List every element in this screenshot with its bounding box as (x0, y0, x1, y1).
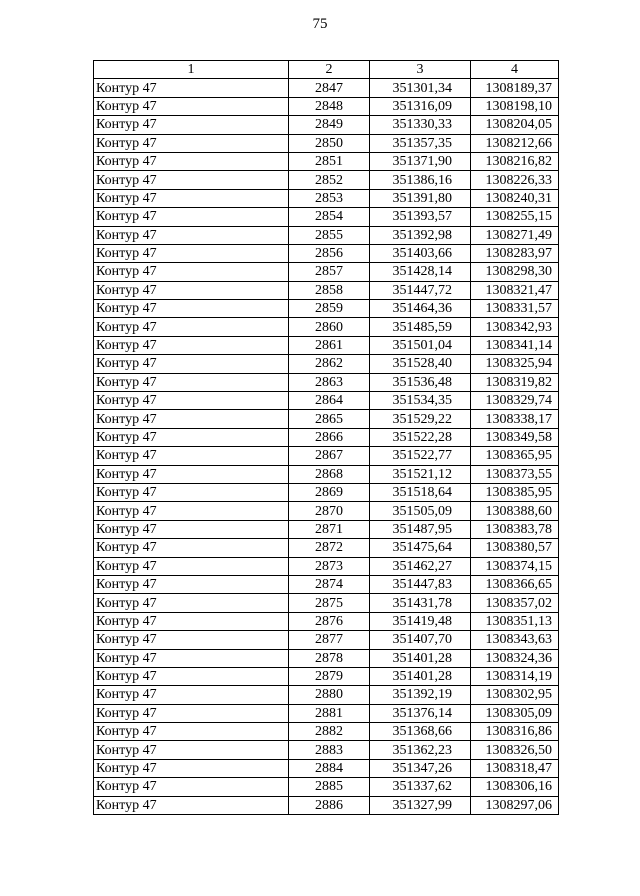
table-row (94, 134, 559, 152)
contour-name-cell: Контур 47 (94, 520, 289, 538)
table-row (94, 723, 559, 741)
table-row (94, 686, 559, 704)
table-row (94, 594, 559, 612)
table-row (94, 392, 559, 410)
point-number-cell: 2882 (289, 723, 370, 741)
y-coordinate-cell: 1308319,82 (471, 373, 559, 391)
header-col-3: 3 (370, 61, 471, 79)
coordinates-table (93, 60, 559, 815)
x-coordinate-cell: 351462,27 (370, 557, 471, 575)
contour-name-cell: Контур 47 (94, 704, 289, 722)
table-row (94, 483, 559, 501)
table-row (94, 741, 559, 759)
table-row (94, 208, 559, 226)
y-coordinate-cell: 1308298,30 (471, 263, 559, 281)
point-number-cell: 2850 (289, 134, 370, 152)
table-row (94, 263, 559, 281)
table-row (94, 575, 559, 593)
x-coordinate-cell: 351347,26 (370, 759, 471, 777)
table-row (94, 171, 559, 189)
point-number-cell: 2876 (289, 612, 370, 630)
point-number-cell: 2868 (289, 465, 370, 483)
point-number-cell: 2874 (289, 575, 370, 593)
y-coordinate-cell: 1308373,55 (471, 465, 559, 483)
table-row (94, 612, 559, 630)
point-number-cell: 2875 (289, 594, 370, 612)
contour-name-cell: Контур 47 (94, 336, 289, 354)
x-coordinate-cell: 351392,19 (370, 686, 471, 704)
contour-name-cell: Контур 47 (94, 686, 289, 704)
contour-name-cell: Контур 47 (94, 134, 289, 152)
contour-name-cell: Контур 47 (94, 116, 289, 134)
y-coordinate-cell: 1308216,82 (471, 152, 559, 170)
contour-name-cell: Контур 47 (94, 649, 289, 667)
point-number-cell: 2857 (289, 263, 370, 281)
x-coordinate-cell: 351447,72 (370, 281, 471, 299)
x-coordinate-cell: 351522,77 (370, 447, 471, 465)
y-coordinate-cell: 1308374,15 (471, 557, 559, 575)
table-row (94, 667, 559, 685)
point-number-cell: 2867 (289, 447, 370, 465)
y-coordinate-cell: 1308314,19 (471, 667, 559, 685)
point-number-cell: 2870 (289, 502, 370, 520)
point-number-cell: 2883 (289, 741, 370, 759)
table-row (94, 557, 559, 575)
contour-name-cell: Контур 47 (94, 208, 289, 226)
y-coordinate-cell: 1308316,86 (471, 723, 559, 741)
y-coordinate-cell: 1308342,93 (471, 318, 559, 336)
table-row (94, 796, 559, 814)
contour-name-cell: Контур 47 (94, 300, 289, 318)
point-number-cell: 2886 (289, 796, 370, 814)
x-coordinate-cell: 351327,99 (370, 796, 471, 814)
y-coordinate-cell: 1308383,78 (471, 520, 559, 538)
table-row (94, 759, 559, 777)
y-coordinate-cell: 1308302,95 (471, 686, 559, 704)
point-number-cell: 2879 (289, 667, 370, 685)
x-coordinate-cell: 351475,64 (370, 539, 471, 557)
point-number-cell: 2851 (289, 152, 370, 170)
x-coordinate-cell: 351337,62 (370, 778, 471, 796)
x-coordinate-cell: 351401,28 (370, 649, 471, 667)
x-coordinate-cell: 351371,90 (370, 152, 471, 170)
contour-name-cell: Контур 47 (94, 796, 289, 814)
point-number-cell: 2877 (289, 631, 370, 649)
contour-name-cell: Контур 47 (94, 759, 289, 777)
table-row (94, 116, 559, 134)
contour-name-cell: Контур 47 (94, 152, 289, 170)
page-number: 75 (312, 16, 328, 32)
y-coordinate-cell: 1308329,74 (471, 392, 559, 410)
y-coordinate-cell: 1308226,33 (471, 171, 559, 189)
y-coordinate-cell: 1308366,65 (471, 575, 559, 593)
point-number-cell: 2852 (289, 171, 370, 189)
table-header (94, 61, 559, 79)
y-coordinate-cell: 1308338,17 (471, 410, 559, 428)
y-coordinate-cell: 1308349,58 (471, 428, 559, 446)
table-row (94, 465, 559, 483)
y-coordinate-cell: 1308306,16 (471, 778, 559, 796)
y-coordinate-cell: 1308297,06 (471, 796, 559, 814)
contour-name-cell: Контур 47 (94, 631, 289, 649)
y-coordinate-cell: 1308198,10 (471, 97, 559, 115)
x-coordinate-cell: 351301,34 (370, 79, 471, 97)
y-coordinate-cell: 1308365,95 (471, 447, 559, 465)
y-coordinate-cell: 1308385,95 (471, 483, 559, 501)
table-row (94, 97, 559, 115)
contour-name-cell: Контур 47 (94, 778, 289, 796)
point-number-cell: 2855 (289, 226, 370, 244)
y-coordinate-cell: 1308240,31 (471, 189, 559, 207)
y-coordinate-cell: 1308380,57 (471, 539, 559, 557)
contour-name-cell: Контур 47 (94, 447, 289, 465)
x-coordinate-cell: 351330,33 (370, 116, 471, 134)
point-number-cell: 2884 (289, 759, 370, 777)
contour-name-cell: Контур 47 (94, 557, 289, 575)
point-number-cell: 2881 (289, 704, 370, 722)
table-body (94, 79, 559, 815)
point-number-cell: 2864 (289, 392, 370, 410)
y-coordinate-cell: 1308331,57 (471, 300, 559, 318)
point-number-cell: 2860 (289, 318, 370, 336)
x-coordinate-cell: 351536,48 (370, 373, 471, 391)
table-row (94, 631, 559, 649)
x-coordinate-cell: 351487,95 (370, 520, 471, 538)
contour-name-cell: Контур 47 (94, 465, 289, 483)
contour-name-cell: Контур 47 (94, 428, 289, 446)
contour-name-cell: Контур 47 (94, 189, 289, 207)
point-number-cell: 2862 (289, 355, 370, 373)
header-col-4: 4 (471, 61, 559, 79)
table-row (94, 79, 559, 97)
contour-name-cell: Контур 47 (94, 410, 289, 428)
table-row (94, 244, 559, 262)
x-coordinate-cell: 351362,23 (370, 741, 471, 759)
contour-name-cell: Контур 47 (94, 226, 289, 244)
table-row (94, 502, 559, 520)
x-coordinate-cell: 351392,98 (370, 226, 471, 244)
point-number-cell: 2856 (289, 244, 370, 262)
x-coordinate-cell: 351464,36 (370, 300, 471, 318)
contour-name-cell: Контур 47 (94, 373, 289, 391)
point-number-cell: 2848 (289, 97, 370, 115)
point-number-cell: 2865 (289, 410, 370, 428)
table-row (94, 355, 559, 373)
contour-name-cell: Контур 47 (94, 244, 289, 262)
point-number-cell: 2869 (289, 483, 370, 501)
header-row (94, 61, 559, 79)
contour-name-cell: Контур 47 (94, 723, 289, 741)
x-coordinate-cell: 351316,09 (370, 97, 471, 115)
contour-name-cell: Контур 47 (94, 281, 289, 299)
point-number-cell: 2873 (289, 557, 370, 575)
point-number-cell: 2872 (289, 539, 370, 557)
table-row (94, 281, 559, 299)
y-coordinate-cell: 1308283,97 (471, 244, 559, 262)
x-coordinate-cell: 351505,09 (370, 502, 471, 520)
table-row (94, 410, 559, 428)
y-coordinate-cell: 1308321,47 (471, 281, 559, 299)
table-row (94, 226, 559, 244)
table-row (94, 520, 559, 538)
y-coordinate-cell: 1308305,09 (471, 704, 559, 722)
contour-name-cell: Контур 47 (94, 171, 289, 189)
x-coordinate-cell: 351522,28 (370, 428, 471, 446)
table-row (94, 539, 559, 557)
point-number-cell: 2854 (289, 208, 370, 226)
point-number-cell: 2885 (289, 778, 370, 796)
y-coordinate-cell: 1308324,36 (471, 649, 559, 667)
point-number-cell: 2859 (289, 300, 370, 318)
y-coordinate-cell: 1308204,05 (471, 116, 559, 134)
x-coordinate-cell: 351428,14 (370, 263, 471, 281)
x-coordinate-cell: 351431,78 (370, 594, 471, 612)
x-coordinate-cell: 351393,57 (370, 208, 471, 226)
point-number-cell: 2847 (289, 79, 370, 97)
contour-name-cell: Контур 47 (94, 318, 289, 336)
point-number-cell: 2858 (289, 281, 370, 299)
y-coordinate-cell: 1308388,60 (471, 502, 559, 520)
contour-name-cell: Контур 47 (94, 741, 289, 759)
y-coordinate-cell: 1308325,94 (471, 355, 559, 373)
point-number-cell: 2878 (289, 649, 370, 667)
contour-name-cell: Контур 47 (94, 539, 289, 557)
point-number-cell: 2880 (289, 686, 370, 704)
y-coordinate-cell: 1308326,50 (471, 741, 559, 759)
point-number-cell: 2853 (289, 189, 370, 207)
contour-name-cell: Контур 47 (94, 594, 289, 612)
point-number-cell: 2861 (289, 336, 370, 354)
x-coordinate-cell: 351357,35 (370, 134, 471, 152)
y-coordinate-cell: 1308255,15 (471, 208, 559, 226)
y-coordinate-cell: 1308357,02 (471, 594, 559, 612)
table-row (94, 373, 559, 391)
x-coordinate-cell: 351447,83 (370, 575, 471, 593)
table-row (94, 428, 559, 446)
table-row (94, 778, 559, 796)
table-row (94, 649, 559, 667)
y-coordinate-cell: 1308351,13 (471, 612, 559, 630)
contour-name-cell: Контур 47 (94, 575, 289, 593)
table-row (94, 152, 559, 170)
x-coordinate-cell: 351386,16 (370, 171, 471, 189)
contour-name-cell: Контур 47 (94, 263, 289, 281)
contour-name-cell: Контур 47 (94, 502, 289, 520)
contour-name-cell: Контур 47 (94, 612, 289, 630)
x-coordinate-cell: 351403,66 (370, 244, 471, 262)
table-row (94, 300, 559, 318)
contour-name-cell: Контур 47 (94, 97, 289, 115)
y-coordinate-cell: 1308341,14 (471, 336, 559, 354)
y-coordinate-cell: 1308212,66 (471, 134, 559, 152)
contour-name-cell: Контур 47 (94, 667, 289, 685)
point-number-cell: 2863 (289, 373, 370, 391)
table-row (94, 704, 559, 722)
x-coordinate-cell: 351518,64 (370, 483, 471, 501)
y-coordinate-cell: 1308271,49 (471, 226, 559, 244)
header-col-1: 1 (94, 61, 289, 79)
x-coordinate-cell: 351521,12 (370, 465, 471, 483)
x-coordinate-cell: 351485,59 (370, 318, 471, 336)
x-coordinate-cell: 351401,28 (370, 667, 471, 685)
point-number-cell: 2849 (289, 116, 370, 134)
contour-name-cell: Контур 47 (94, 483, 289, 501)
x-coordinate-cell: 351407,70 (370, 631, 471, 649)
x-coordinate-cell: 351534,35 (370, 392, 471, 410)
x-coordinate-cell: 351376,14 (370, 704, 471, 722)
y-coordinate-cell: 1308189,37 (471, 79, 559, 97)
x-coordinate-cell: 351368,66 (370, 723, 471, 741)
y-coordinate-cell: 1308343,63 (471, 631, 559, 649)
contour-name-cell: Контур 47 (94, 79, 289, 97)
x-coordinate-cell: 351419,48 (370, 612, 471, 630)
x-coordinate-cell: 351501,04 (370, 336, 471, 354)
x-coordinate-cell: 351391,80 (370, 189, 471, 207)
y-coordinate-cell: 1308318,47 (471, 759, 559, 777)
point-number-cell: 2866 (289, 428, 370, 446)
table-row (94, 336, 559, 354)
header-col-2: 2 (289, 61, 370, 79)
contour-name-cell: Контур 47 (94, 392, 289, 410)
x-coordinate-cell: 351529,22 (370, 410, 471, 428)
x-coordinate-cell: 351528,40 (370, 355, 471, 373)
table-row (94, 447, 559, 465)
table-row (94, 189, 559, 207)
point-number-cell: 2871 (289, 520, 370, 538)
table-row (94, 318, 559, 336)
contour-name-cell: Контур 47 (94, 355, 289, 373)
